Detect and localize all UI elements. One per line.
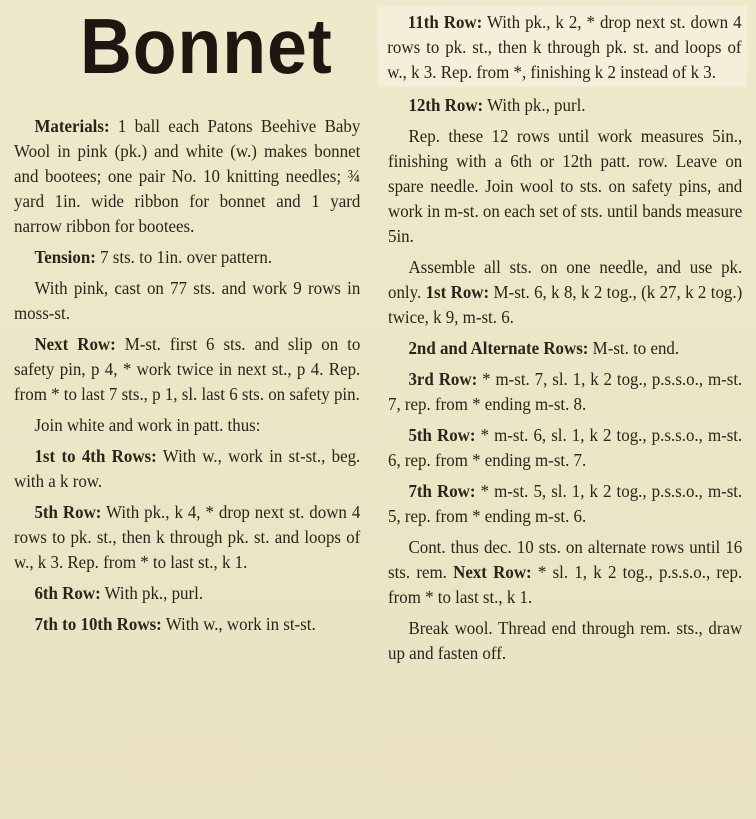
row-heading: 6th Row: [34, 582, 101, 603]
left-paragraph [14, 581, 360, 606]
left-paragraph [14, 245, 360, 270]
row-heading: 11th Row: [407, 12, 483, 32]
left-paragraph [14, 444, 360, 494]
right-paragraph [388, 423, 742, 473]
row-heading: 3rd Row: [408, 369, 478, 389]
left-paragraph [14, 413, 360, 438]
instruction-text: With pk., purl. [100, 582, 204, 603]
instruction-text: Cont. thus dec. 10 sts. on alternate rows until 16 sts. rem. [388, 537, 743, 582]
instruction-text: With pk., k 4, * drop next st. down 4 rows to pk. st., then k through pk. st. and loops of w., k 3. Rep. from * to last st., k 1. [14, 501, 361, 572]
instruction-text: * m-st. 5, sl. 1, k 2 tog., p.s.s.o., m-st. 5, rep. from * ending m-st. 6. [388, 481, 743, 526]
row-heading: Next Row: [446, 562, 532, 582]
instruction-text: With pink, cast on 77 sts. and work 9 rows in moss-st. [14, 277, 361, 323]
row-heading: 1st to 4th Rows: [34, 445, 157, 466]
right-paragraph [388, 93, 742, 118]
right-paragraph [388, 535, 742, 610]
left-paragraph [14, 332, 360, 407]
instruction-text: Break wool. Thread end through rem. sts., draw up and fasten off. [388, 618, 743, 663]
row-heading: 1st Row: [421, 282, 490, 302]
instruction-text: With w., work in st-st. [161, 613, 316, 634]
right-paragraph [388, 124, 742, 249]
instruction-text: M-st. 6, k 8, k 2 tog., (k 27, k 2 tog.) twice, k 9, m-st. 6. [388, 282, 743, 327]
instruction-text: 1 ball each Patons Beehive Baby Wool in pink (pk.) and white (w.) makes bonnet and bootees; one pair No. 10 knitting needles; ¾ yard 1in. wide ribbon for bonnet and 1 yard narrow ribbon for bootees. [14, 115, 361, 236]
right-paragraph [388, 255, 742, 330]
row-heading: 7th to 10th Rows: [34, 613, 162, 634]
right-column [388, 6, 744, 672]
page-title: Bonnet [80, 2, 333, 90]
right-paragraph [388, 336, 742, 361]
instruction-text: * m-st. 6, sl. 1, k 2 tog., p.s.s.o., m-st. 6, rep. from * ending m-st. 7. [388, 425, 743, 470]
instruction-text: * m-st. 7, sl. 1, k 2 tog., p.s.s.o., m-st. 7, rep. from * ending m-st. 8. [388, 369, 743, 414]
row-heading: 7th Row: [408, 481, 476, 501]
left-column [14, 0, 362, 643]
row-heading: Tension: [34, 246, 96, 267]
instruction-text: With pk., k 2, * drop next st. down 4 rows to pk. st., then k through pk. st. and loops of w., k 3. Rep. from *, finishing k 2 instead of k 3. [387, 12, 742, 82]
left-paragraph [14, 612, 360, 637]
row-heading: 2nd and Alternate Rows: [408, 338, 589, 358]
left-paragraph [14, 276, 360, 326]
right-paragraph [388, 479, 742, 529]
instruction-text: Join white and work in patt. thus: [34, 414, 261, 435]
instruction-text: M-st. first 6 sts. and slip on to safety pin, p 4, * work twice in next st., p 4. Rep. from * to last 7 sts., p 1, sl. last 6 sts. on safety pin. [14, 333, 361, 404]
left-paragraph [14, 500, 360, 575]
row-heading: 5th Row: [34, 501, 102, 522]
row-heading: Materials: [34, 115, 110, 136]
instruction-text: 7 sts. to 1in. over pattern. [95, 246, 273, 267]
instruction-text: With w., work in st-st., beg. with a k row. [14, 445, 361, 491]
row-heading: 5th Row: [408, 425, 476, 445]
instruction-text: With pk., purl. [483, 95, 586, 115]
instruction-text: * sl. 1, k 2 tog., p.s.s.o., rep. from * to last st., k 1. [388, 562, 743, 607]
instruction-text: M-st. to end. [588, 338, 680, 358]
row-heading: 12th Row: [408, 95, 484, 115]
right-paragraph [388, 367, 742, 417]
instruction-text: Rep. these 12 rows until work measures 5in., finishing with a 6th or 12th patt. row. Leave on spare needle. Join wool to sts. on safety pins, and work in m-st. on each set of sts. until bands measure 5in. [388, 126, 743, 246]
right-paragraph [378, 6, 747, 87]
left-paragraph [14, 114, 360, 239]
row-heading: Next Row: [34, 333, 116, 354]
instruction-text: Assemble all sts. on one needle, and use pk. only. [388, 257, 743, 302]
right-paragraph [388, 616, 742, 666]
